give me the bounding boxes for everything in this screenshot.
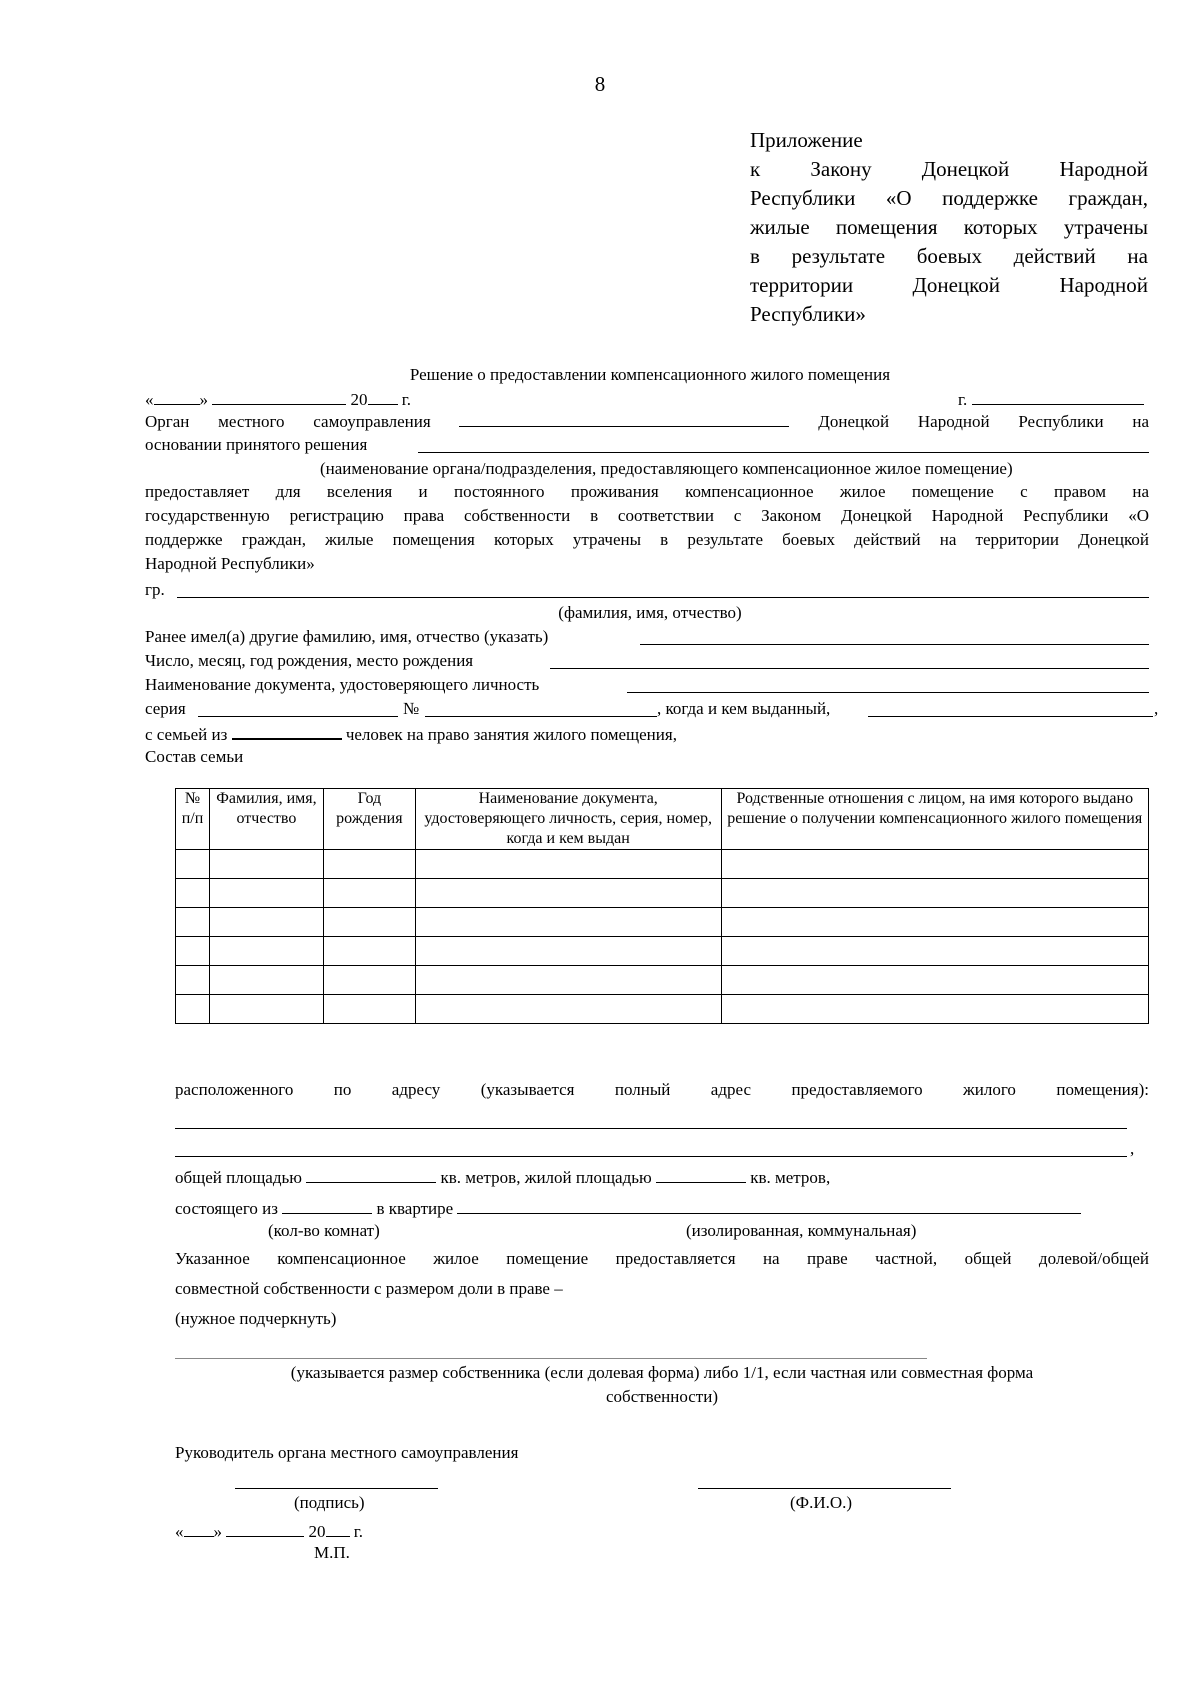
rooms-field[interactable] bbox=[282, 1197, 372, 1214]
sign-day-field[interactable] bbox=[184, 1520, 214, 1537]
table-cell[interactable] bbox=[415, 850, 721, 879]
body-line: государственную регистрацию права собственности в соответствии с Законом Донецкой Народной Республики «О bbox=[145, 506, 1149, 525]
body-line: Народной Республики» bbox=[145, 554, 315, 573]
citizen-hint: (фамилия, имя, отчество) bbox=[558, 603, 742, 622]
table-cell[interactable] bbox=[415, 937, 721, 966]
table-cell[interactable] bbox=[209, 937, 323, 966]
stamp-label: М.П. bbox=[314, 1543, 350, 1562]
table-cell[interactable] bbox=[721, 908, 1148, 937]
table-cell[interactable] bbox=[323, 937, 415, 966]
address-field-line-1[interactable] bbox=[175, 1128, 1127, 1129]
appendix-header bbox=[750, 126, 1148, 329]
date-close-quote: » bbox=[199, 390, 208, 409]
address-line-end: , bbox=[1130, 1139, 1135, 1158]
address-word: по bbox=[333, 1080, 352, 1099]
appendix-line: к Закону Донецкой Народной bbox=[750, 157, 1148, 181]
address-word: адрес bbox=[710, 1080, 752, 1099]
ownership-text-line2: совместной собственности с размером доли в праве – bbox=[175, 1279, 563, 1298]
table-cell[interactable] bbox=[209, 850, 323, 879]
apartment-type-field[interactable] bbox=[457, 1197, 1081, 1214]
table-cell[interactable] bbox=[415, 966, 721, 995]
table-cell[interactable] bbox=[721, 995, 1148, 1024]
table-row bbox=[176, 937, 1149, 966]
table-cell[interactable] bbox=[721, 937, 1148, 966]
basis-field[interactable] bbox=[418, 452, 1149, 453]
organ-suffix: Донецкой Народной Республики на bbox=[818, 412, 1150, 431]
sign-month-field[interactable] bbox=[226, 1520, 304, 1537]
table-row bbox=[176, 995, 1149, 1024]
signature-hint: (подпись) bbox=[294, 1493, 365, 1512]
address-word: полный bbox=[614, 1080, 671, 1099]
family-table bbox=[175, 788, 1149, 1024]
table-cell[interactable] bbox=[176, 850, 210, 879]
appendix-line: жилые помещения которых утрачены bbox=[750, 215, 1148, 239]
sign-date-open: « bbox=[175, 1522, 184, 1541]
organ-field[interactable] bbox=[459, 410, 789, 427]
table-cell[interactable] bbox=[323, 879, 415, 908]
table-row bbox=[176, 850, 1149, 879]
organ-row bbox=[145, 410, 1149, 433]
former-name-field[interactable] bbox=[640, 644, 1149, 645]
id-doc-label: Наименование документа, удостоверяющего личность bbox=[145, 675, 540, 694]
sign-date-row bbox=[175, 1520, 363, 1543]
table-row bbox=[176, 879, 1149, 908]
page-number: 8 bbox=[594, 72, 606, 96]
family-prefix: с семьей из bbox=[145, 725, 228, 744]
table-cell[interactable] bbox=[415, 995, 721, 1024]
underline-hint: (нужное подчеркнуть) bbox=[175, 1309, 337, 1328]
full-name-hint: (Ф.И.О.) bbox=[790, 1493, 853, 1512]
sign-year-field[interactable] bbox=[326, 1520, 350, 1537]
family-suffix: человек на право занятия жилого помещения, bbox=[345, 725, 677, 744]
number-label: № bbox=[403, 699, 420, 718]
table-cell[interactable] bbox=[176, 937, 210, 966]
share-hint-line1: (указывается размер собственника (если долевая форма) либо 1/1, если частная или совместная форма bbox=[290, 1363, 1034, 1382]
organ-label: Орган местного самоуправления bbox=[145, 412, 431, 431]
city-field[interactable] bbox=[972, 388, 1144, 405]
series-label: серия bbox=[145, 699, 186, 718]
appendix-line: в результате боевых действий на bbox=[750, 244, 1148, 268]
ownership-text-line1: Указанное компенсационное жилое помещение предоставляется на праве частной, общей долевой/общей bbox=[175, 1249, 1149, 1268]
appendix-line: Приложение bbox=[750, 128, 863, 152]
table-cell[interactable] bbox=[415, 908, 721, 937]
organ-hint: (наименование органа/подразделения, предоставляющего компенсационное жилое помещение) bbox=[320, 459, 1013, 478]
table-cell[interactable] bbox=[721, 879, 1148, 908]
table-cell[interactable] bbox=[323, 995, 415, 1024]
appendix-line: Республики «О поддержке граждан, bbox=[750, 186, 1148, 210]
apartment-hint: (изолированная, коммунальная) bbox=[686, 1221, 917, 1240]
address-word: жилого bbox=[963, 1080, 1016, 1099]
birth-label: Число, месяц, год рождения, место рождения bbox=[145, 651, 474, 670]
table-header-row bbox=[176, 789, 1149, 850]
address-word: адресу bbox=[391, 1080, 441, 1099]
citizen-field[interactable] bbox=[177, 597, 1149, 598]
former-name-label: Ранее имел(а) другие фамилию, имя, отчество (указать) bbox=[145, 627, 549, 646]
appendix-line: Республики» bbox=[750, 302, 866, 326]
table-cell[interactable] bbox=[176, 908, 210, 937]
col-header-birth-year: Год рождения bbox=[323, 789, 415, 850]
body-line: предоставляет для вселения и постоянного проживания компенсационное жилое помещение с правом на bbox=[145, 482, 1149, 501]
year-prefix: 20 bbox=[350, 390, 368, 409]
city-prefix: г. bbox=[958, 390, 968, 409]
total-area-field[interactable] bbox=[306, 1166, 436, 1183]
head-label: Руководитель органа местного самоуправления bbox=[175, 1443, 519, 1462]
table-cell[interactable] bbox=[323, 966, 415, 995]
table-cell[interactable] bbox=[323, 908, 415, 937]
living-area-label: кв. метров, жилой площадью bbox=[440, 1168, 652, 1187]
table-cell[interactable] bbox=[176, 995, 210, 1024]
table-cell[interactable] bbox=[415, 879, 721, 908]
table-cell[interactable] bbox=[209, 879, 323, 908]
sign-date-close: » bbox=[213, 1522, 222, 1541]
col-header-name: Фамилия, имя, отчество bbox=[209, 789, 323, 850]
sign-year-suffix: г. bbox=[353, 1522, 364, 1541]
col-header-relation: Родственные отношения с лицом, на имя которого выдано решение о получении компенсационного жилого помещения bbox=[721, 789, 1148, 850]
issued-label: , когда и кем выданный, bbox=[657, 699, 831, 718]
living-area-field[interactable] bbox=[656, 1166, 746, 1183]
table-cell[interactable] bbox=[176, 879, 210, 908]
signature-field[interactable] bbox=[235, 1488, 438, 1489]
decision-title: Решение о предоставлении компенсационного жилого помещения bbox=[409, 365, 891, 384]
address-word: расположенного bbox=[175, 1080, 294, 1099]
issued-end: , bbox=[1154, 699, 1159, 718]
number-field[interactable] bbox=[425, 716, 657, 717]
address-label-row bbox=[175, 1079, 1149, 1101]
family-size-field[interactable] bbox=[232, 722, 342, 740]
rooms-row bbox=[175, 1197, 1081, 1220]
total-area-label: общей площадью bbox=[175, 1168, 302, 1187]
table-cell[interactable] bbox=[209, 995, 323, 1024]
appendix-line: территории Донецкой Народной bbox=[750, 273, 1148, 297]
table-cell[interactable] bbox=[176, 966, 210, 995]
body-line: поддержке граждан, жилые помещения которых утрачены в результате боевых действий на территории Донецкой bbox=[145, 530, 1149, 549]
series-field[interactable] bbox=[198, 716, 398, 717]
address-word: (указывается bbox=[480, 1080, 575, 1099]
share-field[interactable] bbox=[175, 1358, 927, 1359]
table-cell[interactable] bbox=[721, 850, 1148, 879]
area-row bbox=[175, 1166, 830, 1189]
date-open-quote: « bbox=[145, 390, 154, 409]
table-cell[interactable] bbox=[721, 966, 1148, 995]
birth-field[interactable] bbox=[550, 668, 1149, 669]
apartment-label: в квартире bbox=[376, 1199, 454, 1218]
table-row bbox=[176, 966, 1149, 995]
col-header-id-document: Наименование документа, удостоверяющего личность, серия, номер, когда и кем выдан bbox=[415, 789, 721, 850]
col-header-number: № п/п bbox=[176, 789, 210, 850]
address-word: предоставляемого bbox=[791, 1080, 923, 1099]
table-row bbox=[176, 908, 1149, 937]
table-cell[interactable] bbox=[209, 966, 323, 995]
id-doc-field[interactable] bbox=[627, 692, 1149, 693]
city-row bbox=[958, 388, 1144, 411]
sqm-label: кв. метров, bbox=[750, 1168, 831, 1187]
year-field[interactable] bbox=[368, 388, 398, 405]
month-field[interactable] bbox=[212, 388, 346, 405]
rooms-hint: (кол-во комнат) bbox=[268, 1221, 380, 1240]
address-field-line-2[interactable] bbox=[175, 1156, 1127, 1157]
full-name-field[interactable] bbox=[698, 1488, 951, 1489]
table-cell[interactable] bbox=[323, 850, 415, 879]
citizen-label: гр. bbox=[145, 580, 165, 599]
consisting-label: состоящего из bbox=[175, 1199, 278, 1218]
sign-year-prefix: 20 bbox=[308, 1522, 326, 1541]
issued-field[interactable] bbox=[868, 716, 1153, 717]
family-composition-label: Состав семьи bbox=[145, 747, 244, 766]
year-suffix: г. bbox=[401, 390, 412, 409]
share-hint-line2: собственности) bbox=[606, 1387, 718, 1406]
address-word: помещения): bbox=[1056, 1080, 1149, 1099]
basis-label: основании принятого решения bbox=[145, 435, 368, 454]
family-size-row bbox=[145, 722, 677, 746]
date-row bbox=[145, 388, 411, 411]
day-field[interactable] bbox=[154, 388, 200, 405]
table-cell[interactable] bbox=[209, 908, 323, 937]
